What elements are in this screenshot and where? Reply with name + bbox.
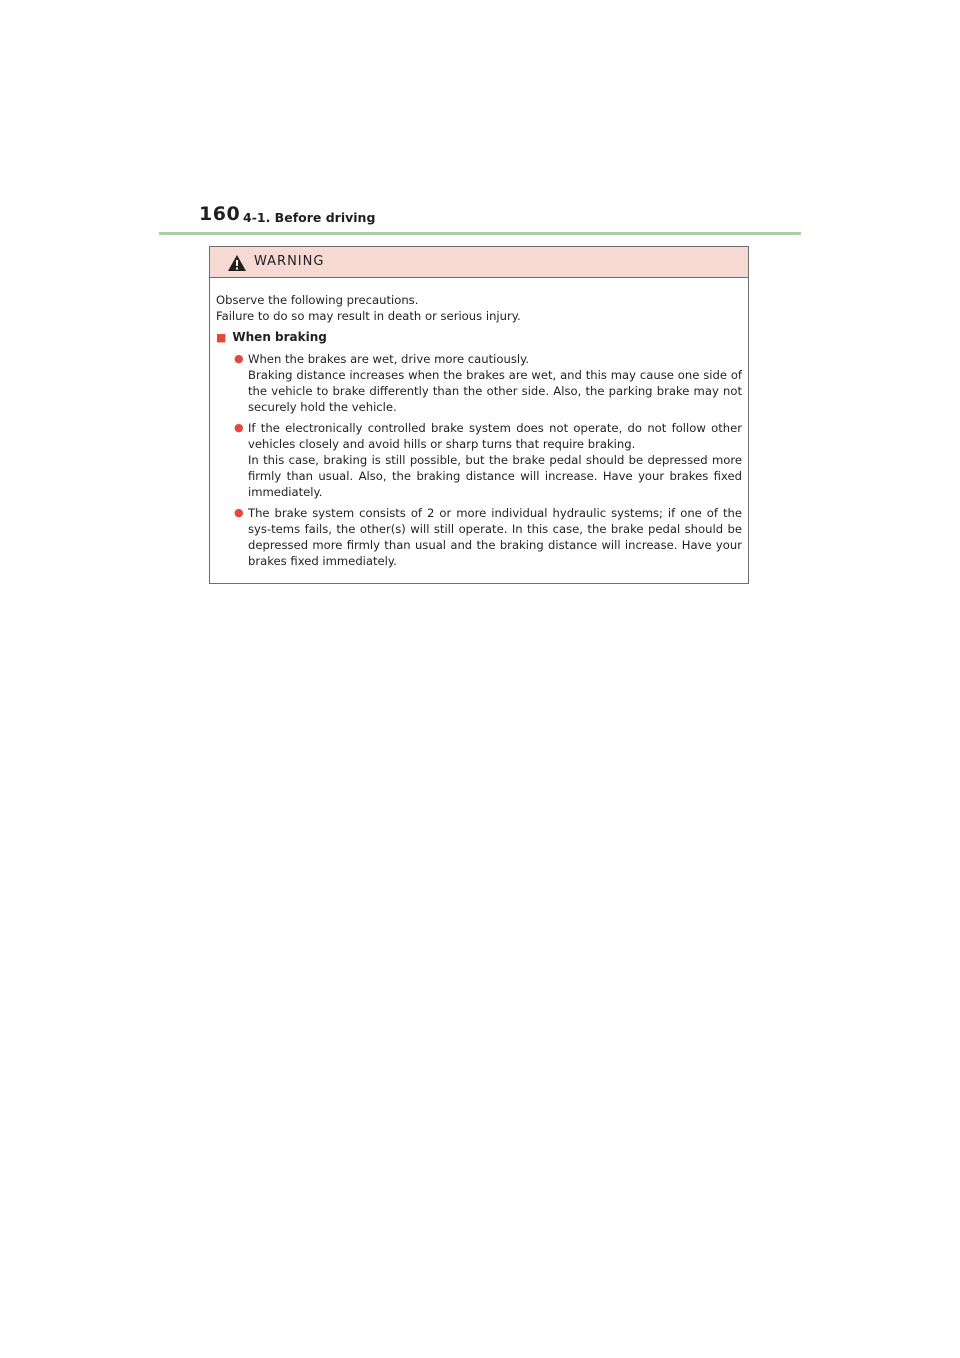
list-item-line: The brake system consists of 2 or more individual hydraulic systems; if one of the sys-tems fails, the other(s) will still operate. In this case, the brake pedal should be depressed more firmly than usual and the braking distance will increase. Have your brakes fixed immediately. bbox=[248, 506, 742, 568]
page-number: 160 bbox=[199, 203, 241, 225]
warning-title: WARNING bbox=[254, 254, 325, 269]
warning-triangle-icon bbox=[227, 254, 247, 272]
warning-intro-line: Failure to do so may result in death or serious injury. bbox=[216, 309, 521, 323]
subhead-when-braking bbox=[216, 329, 742, 346]
circle-bullet-icon: ● bbox=[234, 506, 244, 519]
list-item-text bbox=[248, 420, 742, 500]
list-item-line: When the brakes are wet, drive more cautiously. bbox=[248, 352, 529, 366]
section-title: 4-1. Before driving bbox=[243, 210, 376, 225]
square-bullet-icon: ■ bbox=[216, 331, 227, 344]
list-item bbox=[234, 420, 742, 500]
warning-header bbox=[210, 247, 748, 278]
list-item bbox=[234, 505, 742, 569]
list-item-line: In this case, braking is still possible, but the brake pedal should be depressed more firmly than usual. Also, the braking distance will increase. Have your brakes fixed immediately. bbox=[248, 453, 742, 499]
list-item-line: Braking distance increases when the brakes are wet, and this may cause one side of the vehicle to brake differently than the other side. Also, the parking brake may not securely hold the vehicle. bbox=[248, 368, 742, 414]
warning-body bbox=[210, 278, 748, 569]
list-item-text bbox=[248, 351, 742, 415]
circle-bullet-icon: ● bbox=[234, 352, 244, 365]
list-item-text bbox=[248, 505, 742, 569]
warning-box bbox=[209, 246, 749, 584]
warning-intro-line: Observe the following precautions. bbox=[216, 293, 419, 307]
list-item-line: If the electronically controlled brake system does not operate, do not follow other vehicles closely and avoid hills or sharp turns that require braking. bbox=[248, 421, 742, 451]
subhead-label: When braking bbox=[232, 330, 327, 344]
list-item bbox=[234, 351, 742, 415]
circle-bullet-icon: ● bbox=[234, 421, 244, 434]
header-rule bbox=[159, 232, 801, 235]
page-header bbox=[0, 0, 960, 240]
